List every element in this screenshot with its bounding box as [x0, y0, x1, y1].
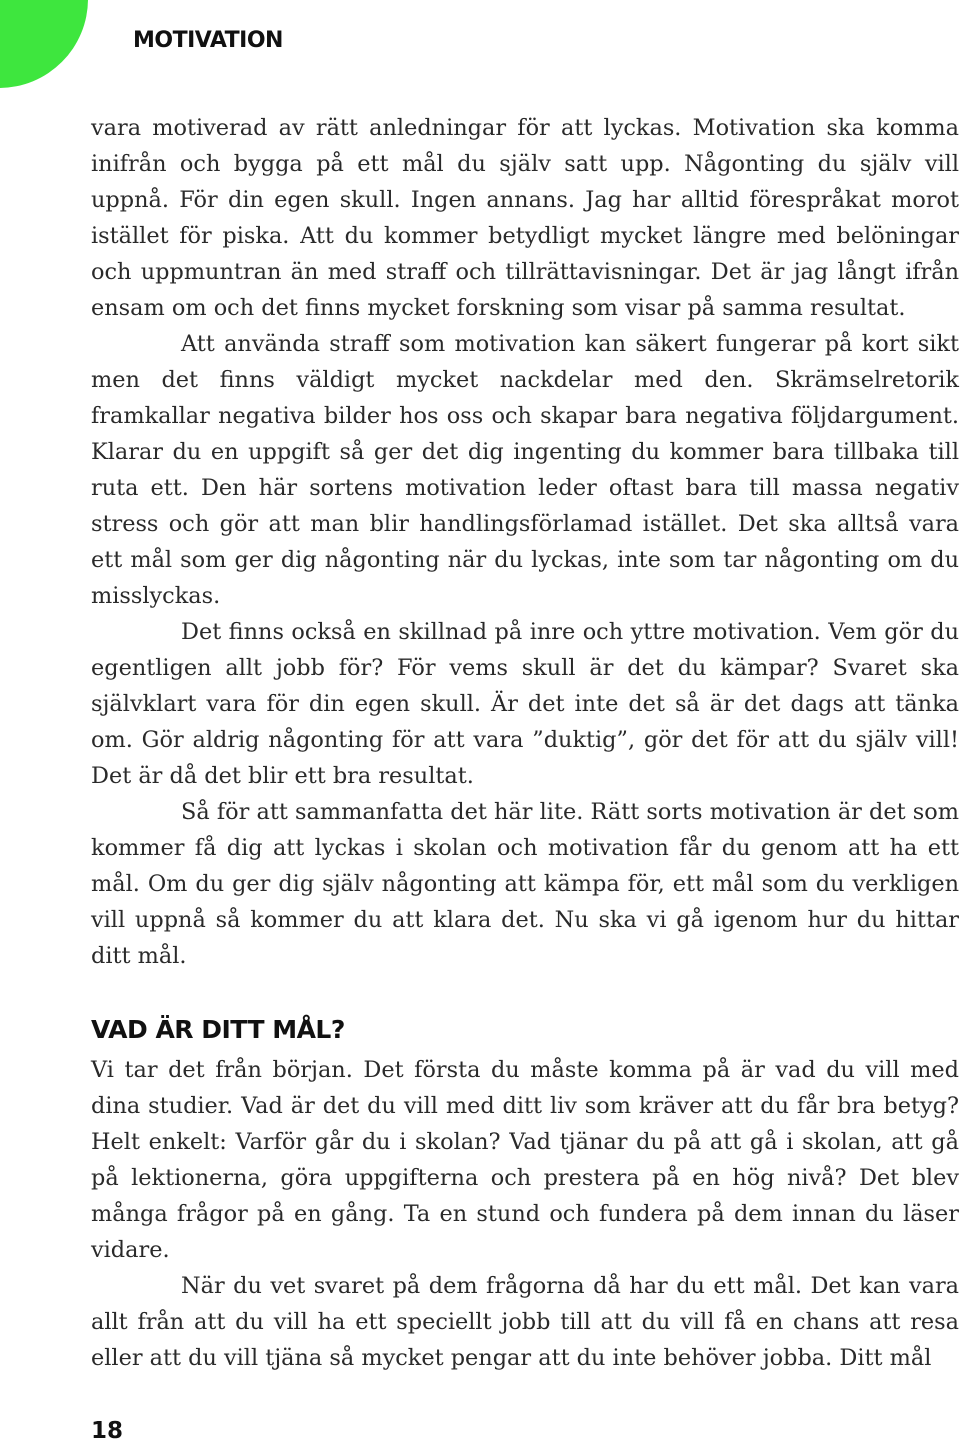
body-text-section-2 [91, 1052, 959, 1376]
paragraph: Det finns också en skillnad på inre och yttre motivation. Vem gör du egentligen allt jobb för? För vems skull är det du kämpar? Svaret ska självklart vara för din egen skull. Är det inte det så är det dags att tänka om. Gör aldrig någonting för att vara ”duktig”, gör det för att du själv vill! Det är då det blir ett bra resultat. [91, 619, 959, 789]
paragraph: Vi tar det från början. Det första du måste komma på är vad du vill med dina studier. Vad är det du vill med ditt liv som kräver att du får bra betyg? Helt enkelt: Varför går du i skolan? Vad tjänar du på att gå i skolan, att gå på lektionerna, göra uppgifterna och prestera på en hög nivå? Det blev många frågor på en gång. Ta en stund och fundera på dem innan du läser vidare. [91, 1057, 959, 1263]
running-header: MOTIVATION [133, 28, 283, 53]
section-heading: VAD ÄR DITT MÅL? [91, 1015, 345, 1044]
page-number: 18 [91, 1418, 124, 1444]
body-text-section-1 [91, 110, 959, 974]
paragraph: Att använda straff som motivation kan säkert fungerar på kort sikt men det finns väldigt mycket nackdelar med den. Skrämselretorik framkallar negativa bilder hos oss och skapar bara negativa följdargument. Klarar du en uppgift så ger det dig ingenting du kommer bara tillbaka till ruta ett. Den här sortens motivation leder oftast bara till massa negativ stress och gör att man blir handlingsförlamad istället. Det ska alltså vara ett mål som ger dig någonting när du lyckas, inte som tar någonting om du misslyckas. [91, 331, 959, 609]
paragraph: vara motiverad av rätt anledningar för att lyckas. Motivation ska komma inifrån och bygga på ett mål du själv satt upp. Någonting du själv vill uppnå. För din egen skull. Ingen annans. Jag har alltid förespråkat morot istället för piska. Att du kommer betydligt mycket längre med belöningar och uppmuntran än med straff och tillrättavisningar. Det är jag långt ifrån ensam om och det finns mycket forskning som visar på samma resultat. [91, 115, 959, 321]
paragraph: Så för att sammanfatta det här lite. Rätt sorts motivation är det som kommer få dig att lyckas i skolan och motivation får du genom att ha ett mål. Om du ger dig själv någonting att kämpa för, ett mål som du verkligen vill uppnå så kommer du att klara det. Nu ska vi gå igenom hur du hittar ditt mål. [91, 799, 959, 969]
paragraph: När du vet svaret på dem frågorna då har du ett mål. Det kan vara allt från att du vill ha ett speciellt jobb till att du vill få en chans att resa eller att du vill tjäna så mycket pengar att du inte behöver jobba. Ditt mål [91, 1273, 959, 1371]
corner-decoration [0, 0, 88, 88]
